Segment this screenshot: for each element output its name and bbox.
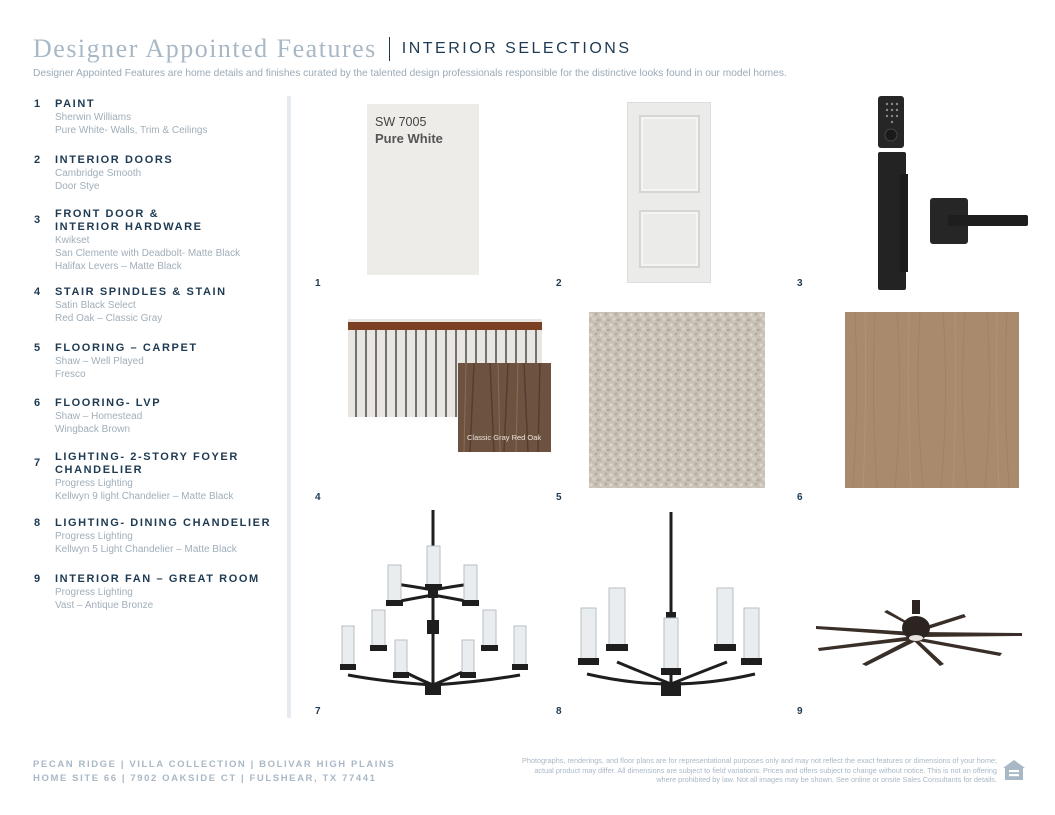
item-detail: Door Stye (55, 181, 100, 192)
carpet-texture (589, 312, 765, 488)
vertical-divider (287, 96, 291, 718)
handrail (348, 322, 542, 330)
grid-number: 3 (797, 278, 803, 289)
item-detail: Cambridge Smooth (55, 168, 142, 179)
grid-number: 9 (797, 706, 803, 717)
item-name: FLOORING – CARPET (55, 342, 198, 354)
item-detail: Kwikset (55, 235, 90, 246)
item-detail: Progress Lighting (55, 587, 133, 598)
item-detail: Vast – Antique Bronze (55, 600, 154, 611)
foyer-chandelier-image (336, 510, 532, 702)
swatch-name: Pure White (375, 131, 443, 146)
item-detail: Satin Black Select (55, 300, 136, 311)
item-number: 1 (34, 98, 41, 110)
equal-housing-icon (1002, 758, 1026, 782)
list-item-hardware (34, 208, 279, 273)
fan-downrod (912, 600, 920, 614)
item-name: INTERIOR DOORS (55, 154, 174, 166)
item-detail: Progress Lighting (55, 478, 133, 489)
item-number: 2 (34, 154, 41, 166)
item-detail: Shaw – Well Played (55, 356, 144, 367)
list-item-stair-spindles (34, 286, 279, 325)
item-detail: Kellwyn 5 Light Chandelier – Matte Black (55, 544, 237, 555)
item-detail: San Clemente with Deadbolt- Matte Black (55, 248, 241, 259)
ceiling-fan-image (814, 598, 1026, 670)
item-number: 7 (34, 457, 41, 469)
grid-number: 5 (556, 492, 562, 503)
door-panel-lower (639, 210, 700, 268)
item-detail: Pure White- Walls, Trim & Ceilings (55, 125, 208, 136)
item-number: 5 (34, 342, 41, 354)
swatch-code: SW 7005 (375, 115, 427, 129)
grid-number: 6 (797, 492, 803, 503)
lvp-plank (845, 312, 1019, 488)
item-number: 9 (34, 573, 41, 585)
paint-swatch-image (367, 104, 479, 275)
deadbolt-cylinder (885, 129, 897, 141)
page-subtitle: INTERIOR SELECTIONS (401, 40, 632, 57)
fan-light (909, 635, 923, 641)
item-number: 3 (34, 214, 41, 226)
item-detail: Progress Lighting (55, 531, 133, 542)
title-row (33, 34, 1025, 64)
lvp-flooring-image (845, 312, 1019, 488)
hardware-image (872, 94, 1032, 294)
carpet-image (589, 312, 765, 488)
grid-number: 1 (315, 278, 321, 289)
page-title: Designer Appointed Features (33, 34, 377, 63)
list-item-dining-chandelier (34, 517, 279, 556)
item-number: 4 (34, 286, 41, 298)
item-detail: Shaw – Homestead (55, 411, 143, 422)
item-number: 8 (34, 517, 41, 529)
list-item-carpet (34, 342, 279, 381)
footer-community-info (33, 759, 395, 784)
footer-address: HOME SITE 66 | 7902 OAKSIDE CT | FULSHEAR, TX 77441 (33, 773, 377, 784)
footer-collection: PECAN RIDGE | VILLA COLLECTION | BOLIVAR HIGH PLAINS (33, 759, 396, 770)
door-panel-upper (639, 115, 700, 193)
lever-handle (948, 215, 1028, 226)
page-header (33, 34, 1025, 79)
list-item-foyer-chandelier (34, 451, 279, 503)
item-name: LIGHTING- DINING CHANDELIER (55, 517, 272, 529)
stain-label: Classic Gray Red Oak (467, 433, 542, 442)
item-name: PAINT (55, 98, 96, 110)
item-number: 6 (34, 397, 41, 409)
grid-number: 4 (315, 492, 321, 503)
grid-number: 8 (556, 706, 562, 717)
item-detail: Kellwyn 9 light Chandelier – Matte Black (55, 491, 234, 502)
dining-chandelier-image (575, 512, 767, 702)
grid-number: 7 (315, 706, 321, 717)
interior-door-image (627, 102, 711, 283)
grid-number: 2 (556, 278, 562, 289)
item-name: FRONT DOOR & INTERIOR HARDWARE (55, 208, 203, 233)
disclaimer-text: Photographs, renderings, and floor plans are for representational purposes only and may not reflect the exact features or dimensions of your home; actual product may differ. All dimensions are subject to field variations. Prices and offers subject to change without notice. This is not an offering where prohibited by law. Not all images may be shown. See online or onsite Sales Consultants for details. (522, 756, 997, 785)
list-item-fan (34, 573, 279, 612)
item-detail: Halifax Levers – Matte Black (55, 261, 182, 272)
item-detail: Wingback Brown (55, 424, 131, 435)
item-detail: Red Oak – Classic Gray (55, 313, 163, 324)
intro-text: Designer Appointed Features are home details and finishes curated by the talented design professionals responsible for the distinctive looks found in our model homes. (33, 68, 787, 79)
item-name: FLOORING- LVP (55, 397, 162, 409)
list-item-lvp (34, 397, 279, 436)
handleset-grip (900, 174, 908, 272)
list-item-paint (34, 98, 279, 137)
item-detail: Sherwin Williams (55, 112, 132, 123)
list-item-interior-doors (34, 154, 279, 193)
item-name: INTERIOR FAN – GREAT ROOM (55, 573, 260, 585)
chandelier-frame (348, 510, 520, 695)
item-name: STAIR SPINDLES & STAIN (55, 286, 227, 298)
item-name: LIGHTING- 2-STORY FOYER CHANDELIER (55, 451, 239, 476)
title-divider (389, 37, 390, 61)
item-detail: Fresco (55, 369, 86, 380)
